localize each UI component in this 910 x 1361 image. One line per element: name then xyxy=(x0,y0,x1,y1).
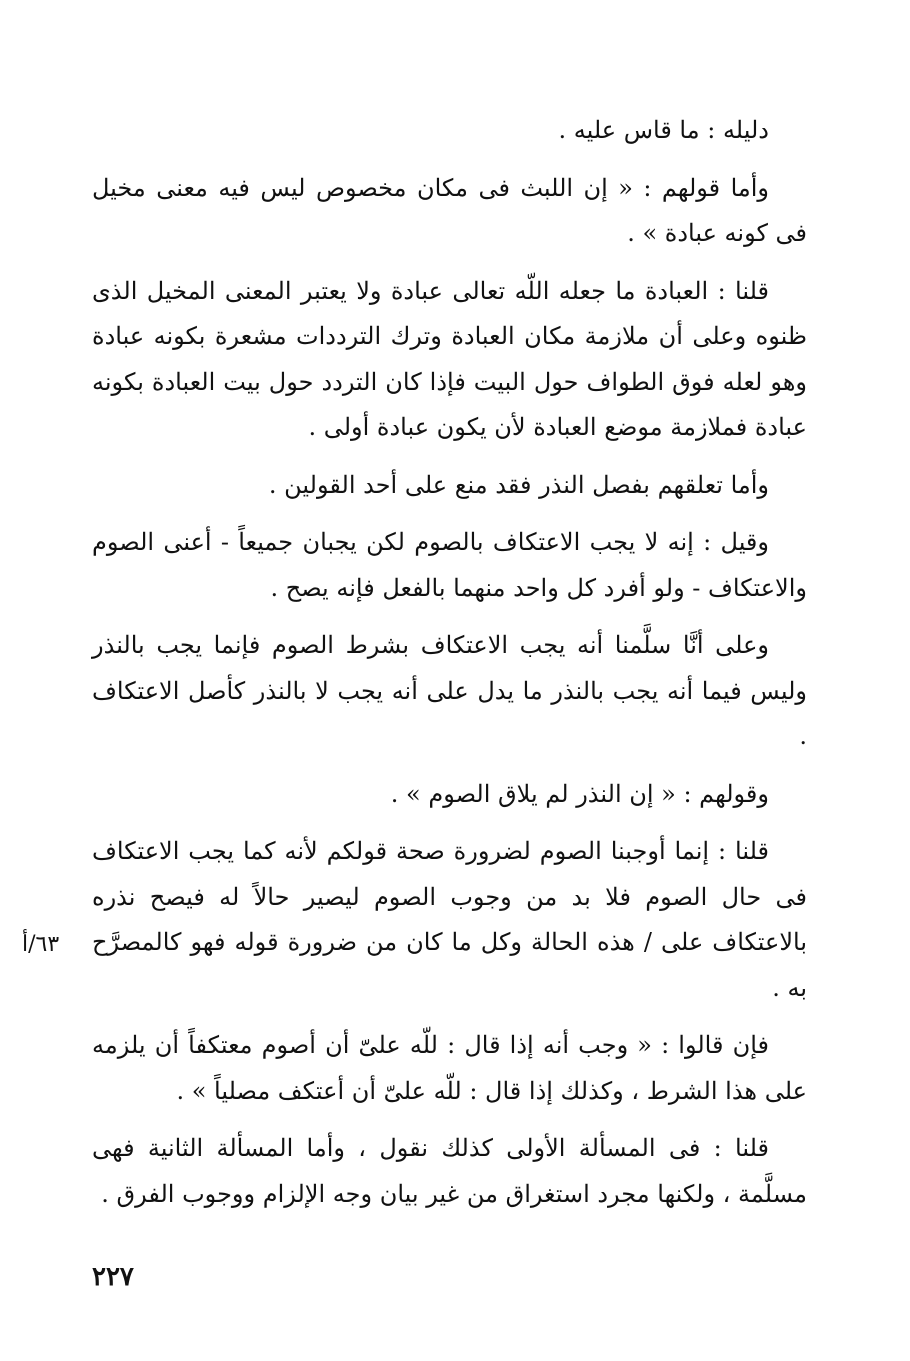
main-text xyxy=(92,108,807,1229)
folio-marginal-note: ٦٣/أ xyxy=(22,932,60,957)
paragraph-7: وقولهم : « إن النذر لم يلاق الصوم » . xyxy=(390,779,769,808)
paragraph-1: دليله : ما قاس عليه . xyxy=(558,116,769,144)
paragraph-6: وعلى أنَّا سلَّمنا أنه يجب الاعتكاف بشرط الصوم فإنما يجب بالنذر وليس فيما أنه يجب بالنذر ما يدل على أنه يجب لا بالنذر كأصل الاعتكاف . xyxy=(92,631,807,750)
paragraph-2: وأما قولهم : « إن اللبث فى مكان مخصوص ليس فيه معنى مخيل فى كونه عبادة » . xyxy=(92,173,807,247)
paragraph-5: وقيل : إنه لا يجب الاعتكاف بالصوم لكن يجبان جميعاً - أعنى الصوم والاعتكاف - ولو أفرد كل واحد منهما بالفعل فإنه يصح . xyxy=(92,528,807,602)
paragraph-8: قلنا : إنما أوجبنا الصوم لضرورة صحة قولكم لأنه كما يجب الاعتكاف فى حال الصوم فلا بد من وجوب الصوم ليصير حالاً له فيصح نذره بالاعتكاف على / هذه الحالة وكل ما كان من ضرورة قوله فهو كالمصرَّح به . xyxy=(92,837,807,1002)
paragraph-4: وأما تعلقهم بفصل النذر فقد منع على أحد القولين . xyxy=(268,470,769,499)
paragraph-10: قلنا : فى المسألة الأولى كذلك نقول ، وأما المسألة الثانية فهى مسلَّمة ، ولكنها مجرد استغراق من غير بيان وجه الإلزام ووجوب الفرق . xyxy=(92,1134,807,1208)
page-number: ٢٢٧ xyxy=(92,1262,134,1292)
paragraph-9: فإن قالوا : « وجب أنه إذا قال : للّه علىّ أن أصوم معتكفاً أن يلزمه على هذا الشرط ، وكذلك إذا قال : للّه علىّ أن أعتكف مصلياً » . xyxy=(92,1031,807,1105)
paragraph-3: قلنا : العبادة ما جعله اللّه تعالى عبادة ولا يعتبر المعنى المخيل الذى ظنوه وعلى أن ملازمة مكان العبادة وترك الترددات مشعرة بكونه عبادة وهو لعله فوق الطواف حول البيت فإذا كان التردد حول بيت العبادة بكونه عبادة فملازمة موضع العبادة لأن يكون عبادة أولى . xyxy=(92,276,807,441)
